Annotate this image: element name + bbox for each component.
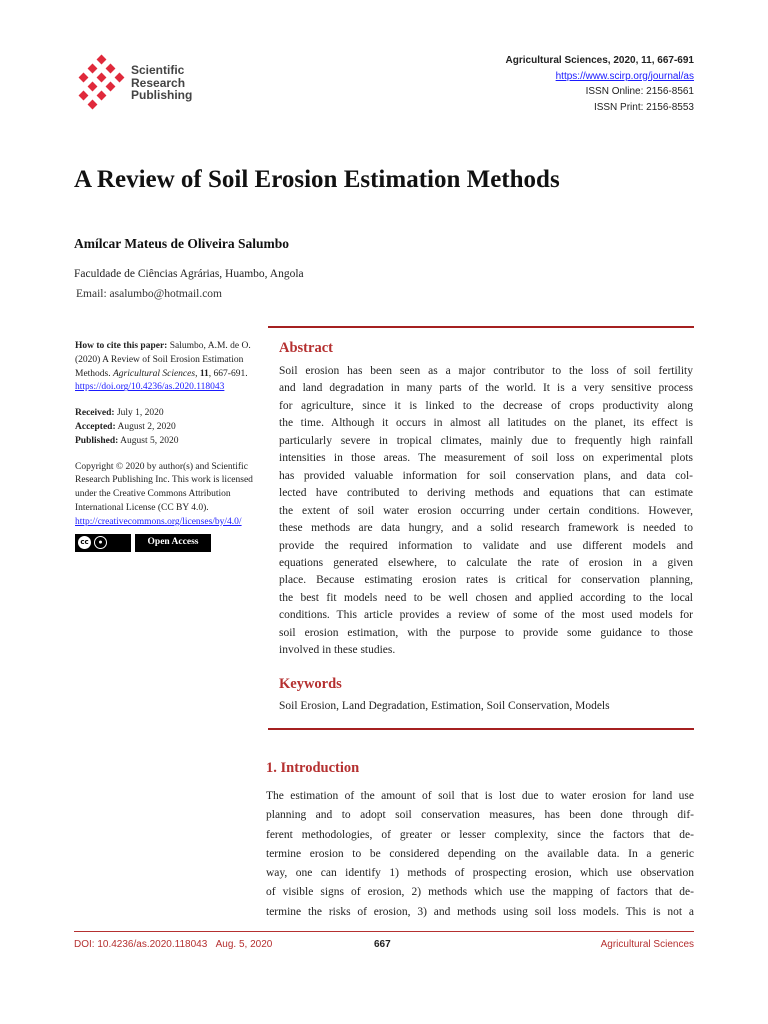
open-access-badge[interactable]: Open Access bbox=[135, 534, 211, 552]
accepted-label: Accepted: bbox=[75, 421, 116, 432]
intro-line: way, one can identify 1) methods of prospecting erosion, which use observation bbox=[266, 867, 694, 880]
footer-journal: Agricultural Sciences bbox=[600, 939, 694, 950]
license-badges bbox=[75, 534, 262, 552]
cite-journal: Agricultural Sciences bbox=[113, 368, 196, 379]
intro-line: ferent methodologies, of greater or lesser complexity, since the factors that de- bbox=[266, 828, 694, 841]
cite-text: Salumbo, A.M. de O. (2020) A Review of Soil Erosion Estimation Methods. bbox=[75, 341, 251, 379]
received-date bbox=[75, 407, 262, 421]
paper-title: A Review of Soil Erosion Estimation Methods bbox=[74, 166, 560, 193]
abstract-line: involved in these studies. bbox=[279, 644, 396, 657]
published-value: August 5, 2020 bbox=[118, 435, 179, 446]
license-link[interactable]: http://creativecommons.org/licenses/by/4.0/ bbox=[75, 516, 242, 527]
abstract-line: provide the required information to validate and use different models and bbox=[279, 539, 693, 552]
keywords-heading: Keywords bbox=[279, 676, 342, 692]
abstract-line: lected have contributed to deriving methods and equations that can estimate bbox=[279, 487, 693, 500]
intro-line: The estimation of the amount of soil that is lost due to water erosion for land use bbox=[266, 790, 694, 802]
abstract-line: has provided valuable information for soil conservation plans, and data col- bbox=[279, 469, 693, 482]
issn-online: ISSN Online: 2156-8561 bbox=[585, 86, 694, 97]
introduction-heading: 1. Introduction bbox=[266, 760, 360, 776]
person-icon: ● bbox=[94, 536, 107, 549]
received-label: Received: bbox=[75, 408, 115, 419]
copyright-text: Copyright © 2020 by author(s) and Scientific Research Publishing Inc. This work is licensed under the Creative Commons Attribution International License (CC BY 4.0). bbox=[75, 461, 253, 513]
intro-line: of visible signs of erosion, 2) methods which use the mapping of factors that de- bbox=[266, 886, 694, 899]
abstract-line: the best fit models need to be well chosen and applied according to the local bbox=[279, 591, 693, 604]
abstract-line: the time. Although it occurs in almost all latitudes on the planet, its effect is bbox=[279, 417, 693, 430]
cite-volume: 11 bbox=[199, 368, 209, 379]
author-name: Amílcar Mateus de Oliveira Salumbo bbox=[74, 236, 289, 251]
keywords-text: Soil Erosion, Land Degradation, Estimation, Soil Conservation, Models bbox=[279, 700, 610, 712]
cite-pages: , 667-691. bbox=[208, 368, 248, 379]
footer-rule bbox=[74, 931, 694, 932]
publisher-logo bbox=[76, 54, 206, 112]
accepted-value: August 2, 2020 bbox=[115, 421, 176, 432]
abstract-line: Soil erosion has been seen as a major contributor to the loss of soil fertility bbox=[279, 365, 693, 377]
intro-line: termine erosion to be considered depending on the available data. In a generic bbox=[266, 847, 694, 860]
issn-print: ISSN Print: 2156-8553 bbox=[593, 101, 694, 113]
abstract-heading: Abstract bbox=[279, 340, 333, 356]
published-label: Published: bbox=[75, 435, 119, 446]
published-date bbox=[75, 435, 262, 449]
author-email: Email: asalumbo@hotmail.com bbox=[76, 288, 223, 300]
author-affiliation: Faculdade de Ciências Agrárias, Huambo, Angola bbox=[74, 268, 304, 280]
abstract-line: conditions. This article provides a review of some of the most used models for bbox=[279, 609, 693, 622]
citation-sidebar bbox=[75, 340, 262, 552]
introduction-text bbox=[266, 787, 694, 922]
cc-icon: cc bbox=[78, 536, 91, 549]
abstract-line: intensities in those areas. The measurement of soil loss on experimental plots bbox=[279, 452, 693, 465]
abstract-line: these methods are data hungry, and a solid research framework is needed to bbox=[279, 522, 693, 535]
abstract-top-rule bbox=[268, 326, 694, 328]
footer-doi-text: DOI: 10.4236/as.2020.118043 bbox=[74, 939, 208, 950]
publisher-line: Scientific bbox=[131, 63, 185, 77]
abstract-line: the extent of soil water erosion occurring under certain conditions. However, bbox=[279, 504, 693, 517]
abstract-line: equations generated elsewhere, to calculate the rate of erosion in a given bbox=[279, 556, 693, 569]
page-number: 667 bbox=[374, 939, 391, 950]
cc-by-badge[interactable] bbox=[75, 534, 131, 552]
abstract-text bbox=[279, 363, 693, 660]
how-to-cite bbox=[75, 340, 262, 395]
publication-dates bbox=[75, 407, 262, 448]
publisher-line: Research bbox=[131, 75, 186, 90]
footer-date: Aug. 5, 2020 bbox=[215, 939, 273, 950]
accepted-date bbox=[75, 421, 262, 435]
abstract-line: and land degradation in many parts of the world. It is a very sensitive process bbox=[279, 382, 693, 395]
abstract-line: place. Because estimating erosion rates is critical for conservation planning, bbox=[279, 574, 693, 587]
doi-link[interactable]: https://doi.org/10.4236/as.2020.118043 bbox=[75, 382, 225, 393]
journal-citation: Agricultural Sciences, 2020, 11, 667-691 bbox=[505, 55, 694, 66]
publisher-name bbox=[131, 64, 192, 102]
cite-label: How to cite this paper: bbox=[75, 341, 168, 351]
cite-text: , bbox=[195, 368, 200, 379]
intro-line: planning and to adopt soil conservation measures, has been done through dif- bbox=[266, 809, 694, 822]
copyright-notice bbox=[75, 461, 262, 552]
received-value: July 1, 2020 bbox=[114, 408, 164, 419]
footer-doi bbox=[74, 939, 272, 950]
publisher-line: Publishing bbox=[131, 88, 193, 102]
abstract-line: for agriculture, since it is linked to the decrease of crops productivity along bbox=[279, 399, 693, 412]
keywords-bottom-rule bbox=[268, 728, 694, 730]
intro-line: termine the risks of erosion, 3) and methods using soil loss models. This is not a bbox=[266, 905, 694, 918]
journal-info bbox=[506, 53, 694, 115]
abstract-line: soil erosion estimation, with the purpose to provide some guidance to those bbox=[279, 626, 693, 639]
abstract-line: particularly severe in tropical climates, mainly due to frequently high rainfall bbox=[279, 434, 693, 447]
journal-url-link[interactable]: https://www.scirp.org/journal/as bbox=[555, 70, 694, 82]
scirp-diamond-icon bbox=[76, 54, 128, 112]
